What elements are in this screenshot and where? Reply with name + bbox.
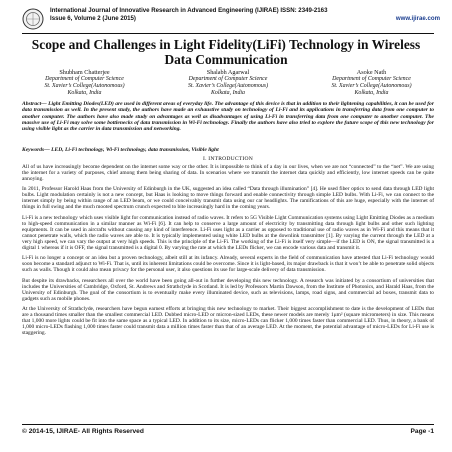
- author-block: [22, 69, 147, 97]
- page-number: Page -1: [410, 428, 434, 435]
- paragraph: Li-Fi is a new technology which uses visible light for communication instead of radio waves. It refers to 5G Visible Light Communication systems using Light Emitting Diodes as a medium to high-speed communication in a similar manner as Wi-Fi [6]. It can help to conserve a large amount of electricity by transmitting data through light bulbs and other such lighting equipments. It can be used in aircrafts without causing any kind of interference. Li-Fi uses light as a carrier as opposed to traditional use of radio waves as in Wi-Fi and this means that it cannot penetrate walls, which the radio waves are able to. It is typically implemented using white LED bulbs at the downlink transmitter [1]. By varying the current through the LED at a very high speed, we can vary the output at very high speeds. This is the principle of the Li-Fi. The working of the Li-Fi is itself very simple—if the LED is ON, the signal transmitted is a digital 1 whereas if it is OFF, the signal transmitted is a digital 0. By varying the rate at which the LEDs flicker, we can encode various data and transmit it.: [22, 214, 434, 251]
- body-text: [22, 164, 434, 340]
- paper-title: Scope and Challenges in Light Fidelity(LiFi) Technology in Wireless Data Communication: [31, 37, 421, 67]
- journal-header: [50, 7, 440, 23]
- author-name: Asoke Nath: [356, 69, 387, 76]
- author-list: [22, 69, 434, 97]
- author-city: Kolkata, India: [67, 90, 102, 96]
- author-college: St. Xavier’s College(Autonomous): [44, 83, 125, 89]
- author-dept: Department of Computer Science: [188, 76, 268, 82]
- section-heading: I. INTRODUCTION: [203, 156, 253, 162]
- paragraph: Li-Fi is no longer a concept or an idea but a proven technology, albeit still at its infancy. Already, several experts in the field of communication have attested that Li-Fi technology would soon become a standard adjunct to Wi-Fi. That is, until its inherent limitations could be overcome. Since it is light-based, its major drawback is that it won’t be able to penetrate solid objects such as walls. Though it could also mean privacy for the personal user, it also questions its use for large-scale delivery of data transmission.: [22, 255, 434, 274]
- author-block: [309, 69, 434, 97]
- abstract: Abstract— Light Emitting Diodes(LED) are used in different areas of everyday life. The advantage of this device is that in addition to their lightening capabilities, it can be used for data transmission as well. In the present study, the authors have made an exhaustive study on technology of Li-Fi and its applications in transferring data from one computer to another computer. The authors have also made study on advantages as well as disadvantages of using Li-Fi in transferring data from one computer to another computer. The massive use of Li-Fi may solve some bottlenecks of data transmission in Wi-Fi technology. Finally the authors have also tried to explore the future scope of this new technology for using visible light as the carrier in data transmission and networking.: [22, 101, 434, 133]
- journal-logo: [22, 8, 44, 30]
- journal-url-link[interactable]: www.ijirae.com: [395, 15, 440, 22]
- copyright-text: © 2014-15, IJIRAE- All Rights Reserved: [22, 428, 144, 435]
- author-name: Shalabh Agarwal: [206, 69, 250, 76]
- author-block: [166, 69, 291, 97]
- author-dept: Department of Computer Science: [45, 76, 124, 82]
- page-footer: [22, 428, 434, 435]
- paragraph: In 2011, Professor Harold Haas from the University of Edinburgh in the UK, suggested an idea called “Data through illumination” [4]. He used fiber optics to send data through LED light bulbs. Light modulation certainly is not a new concept, but Haas is looking to move things forward and enable connectivity through simple LED bulbs. With Li-Fi, we can connect to the internet simply by being within range of an LED beam, or we could conceivably transmit data using our car headlights. The ramifications of this are huge, especially with the internet of things in full swing and the much mooted spectrum crunch expected to bite increasingly hard in the coming years.: [22, 186, 434, 211]
- footer-divider: [22, 424, 434, 425]
- paragraph: At the University of Strathclyde, researchers have begun earnest efforts at bringing this new technology to market. Their biggest accomplishment to date is the development of LEDs that are a thousand times smaller than the smallest commercial LED. Dubbed micro-LED or micron-sized LEDs, these newer models are merely 1μm² (square micrometers) in size. This means that 1,000 more lights could be fit into the same space as a typical LED. In addition to its size, micro-LEDs can flicker 1,000 times faster than commercial LED. Thus, in theory, a bank of 1,000 micro-LEDs flashing 1,000 times faster could transmit data a million times faster than that of an average LED. At the moment, the potential advantage of micro-LEDs for Li-Fi use is staggering.: [22, 305, 434, 337]
- header-divider: [22, 33, 434, 34]
- journal-name: International Journal of Innovative Research in Advanced Engineering (IJIRAE) ISSN: 2349-2163: [50, 7, 328, 14]
- author-city: Kolkata, India: [210, 90, 246, 96]
- journal-issue: Issue 6, Volume 2 (June 2015): [50, 15, 136, 22]
- paragraph: All of us have increasingly become dependent on the internet some way or the other. It is impossible to think of a day in our lives, when we are not “connected” to the “net”. We are using the internet for a variety of purposes, chief among them being sharing of data. In scenarios where we transmit the internet data quickly and efficiently, low internet speeds can be quite annoying.: [22, 164, 434, 183]
- author-dept: Department of Computer Science: [332, 76, 411, 82]
- author-name: Shubham Chatterjee: [59, 69, 110, 76]
- author-college: St. Xavier’s College(Autonomous): [331, 83, 412, 89]
- author-college: St. Xavier’s College(Autonomous): [187, 83, 269, 89]
- paragraph: But despite its drawbacks, researchers all over the world have been going all-out in further developing this new technology. A research was initiated by a consortium of universities that includes the Universities of Cambridge, Oxford, St. Andrews and Strathclyde in Scotland. It is led by Professors Martin Dawson, from the Institute of Photonics, and Harald Haas, from the University of Edinburgh. The goal of the consortium is to eventually make every illuminated device, such as televisions, lamps, road signs, and commercial ad boxes, transmit data to gadgets such as mobile phones.: [22, 277, 434, 302]
- author-city: Kolkata, India: [354, 90, 389, 96]
- keywords: Keywords— LED, Li-Fi technology, Wi-Fi technology, data transmission, Visible light: [22, 147, 219, 153]
